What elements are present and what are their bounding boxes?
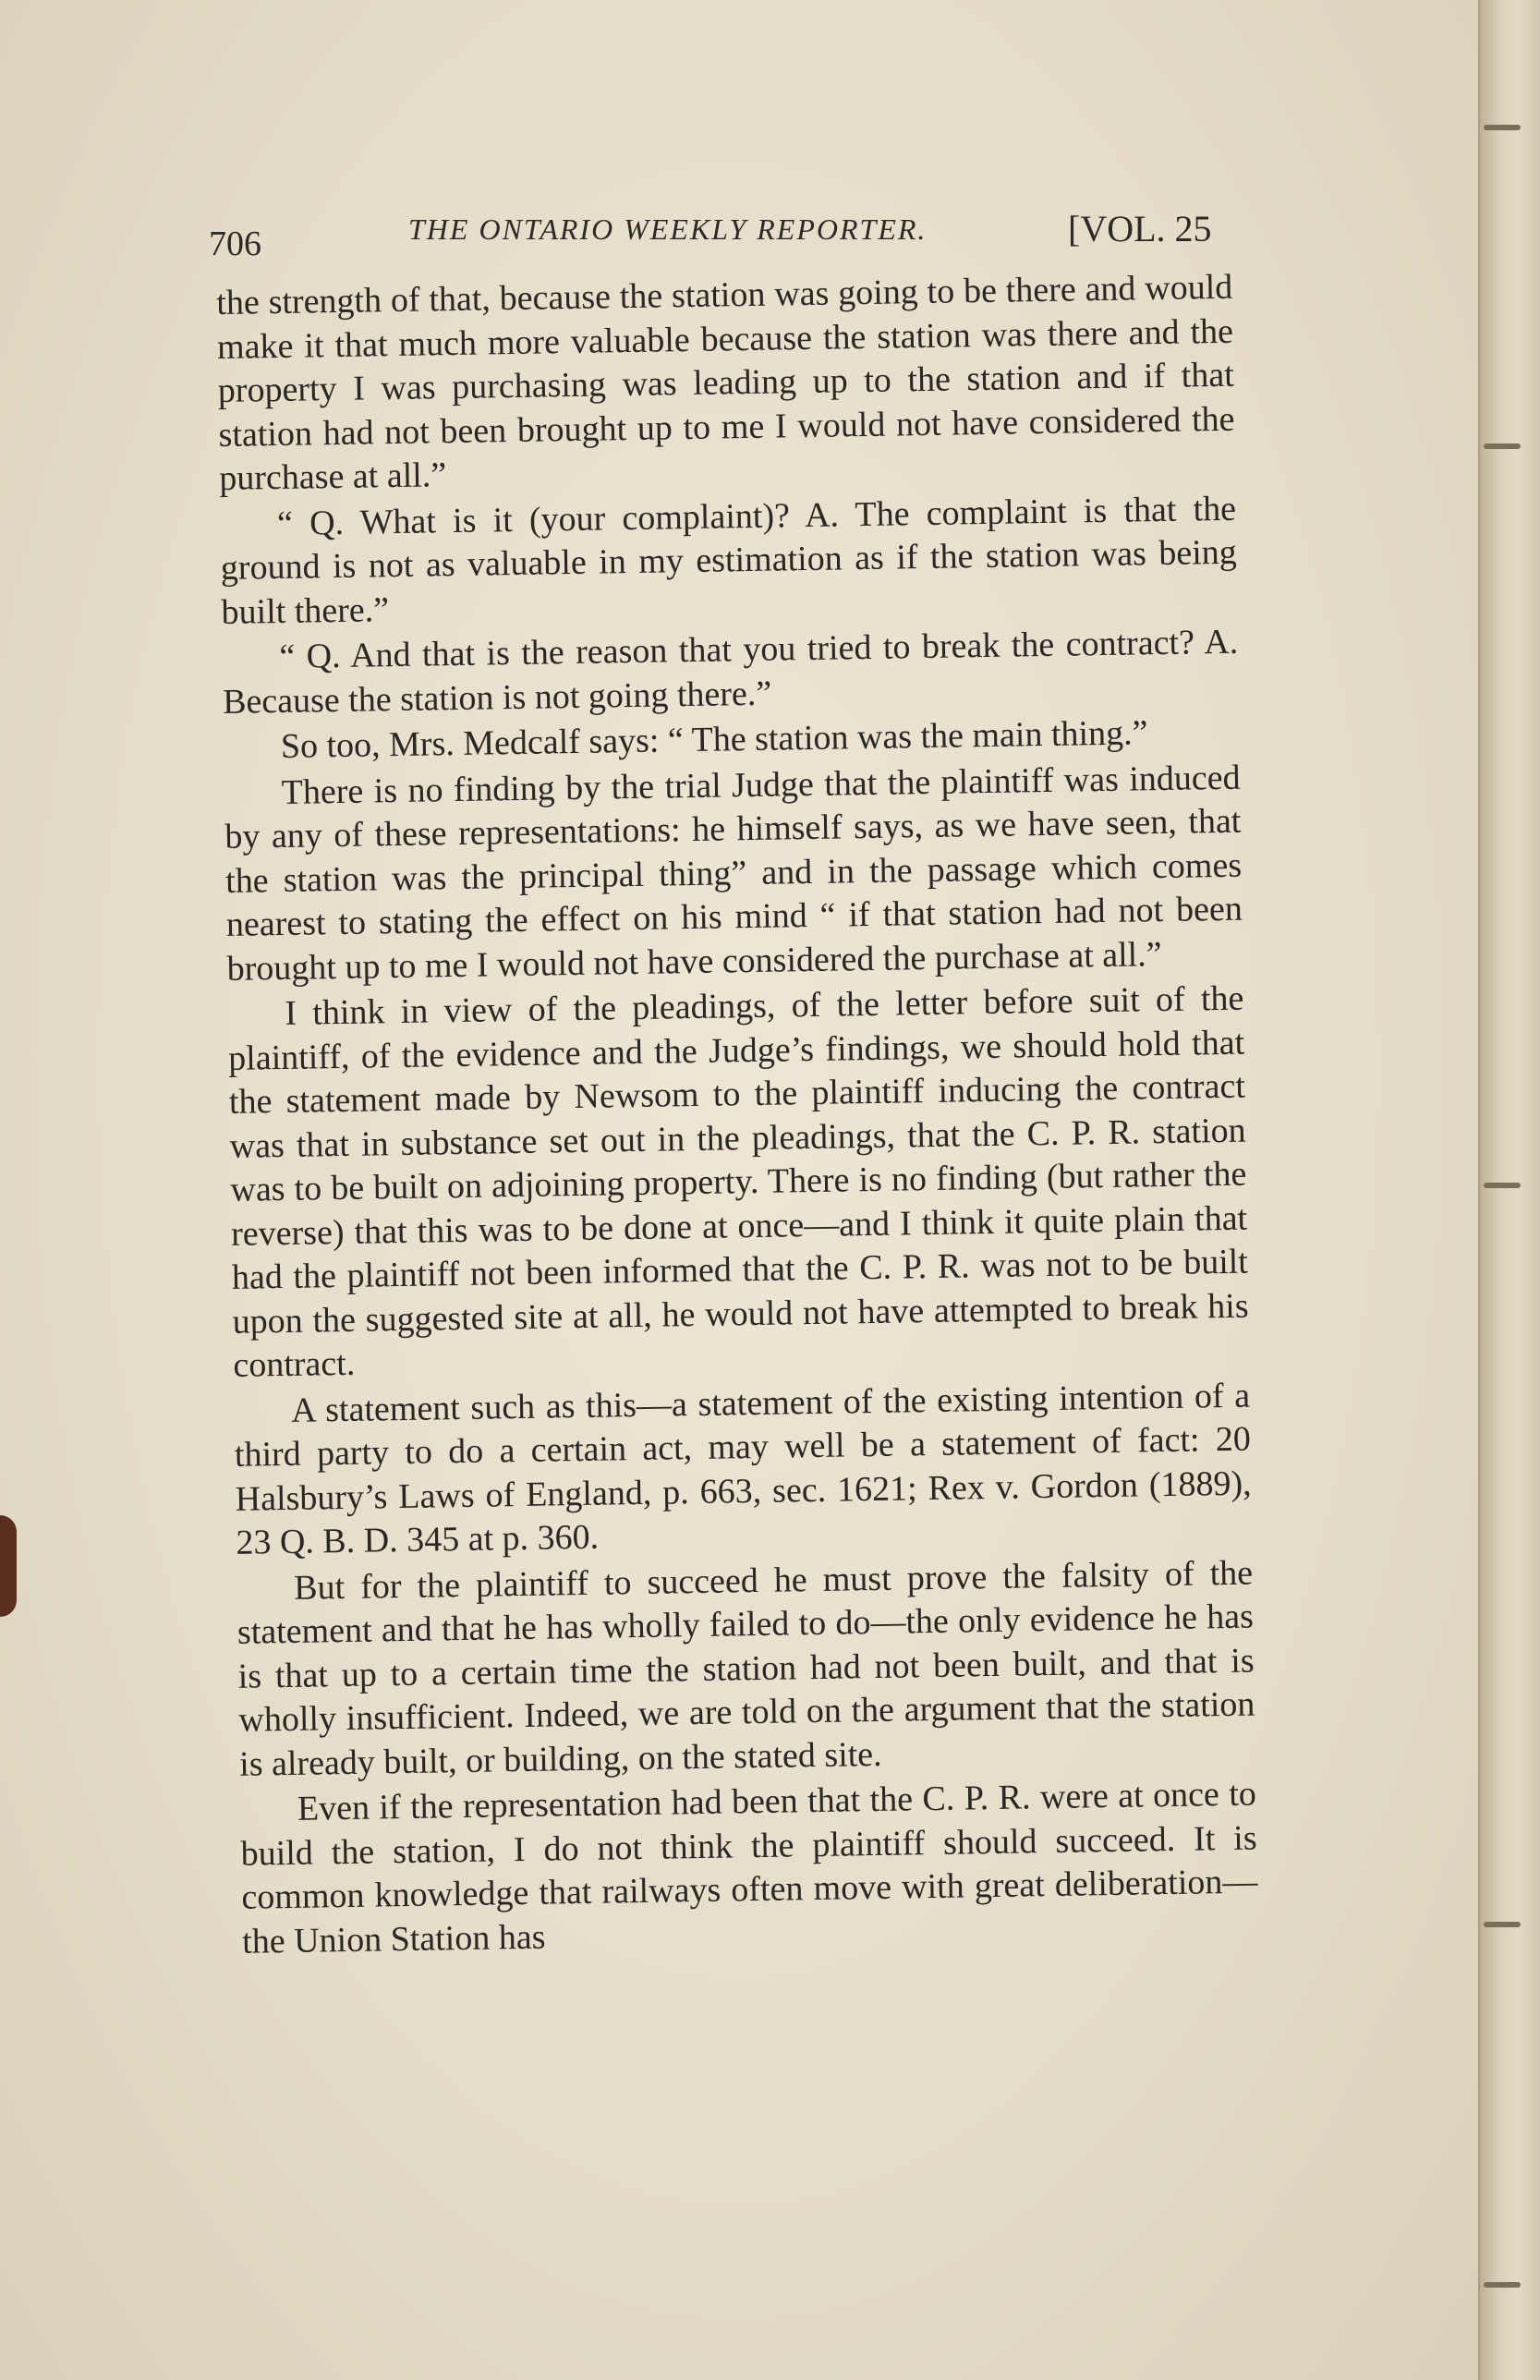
paragraph: There is no finding by the trial Judge that the plaintiff was induced by any of these representations: he himself says, as we have seen, that the station was the principal thing” and in the passage which comes nearest to stating the effect on his mind “ if that station had not been brought up to me I would not have considered the purchase at all.” — [224, 758, 1243, 989]
paragraph: Even if the representation had been that the C. P. R. were at once to build the station, I do not think the plaintiff should succeed. It is common knowledge that railways often move with great deliberation—the Union Station has — [240, 1774, 1258, 1961]
edge-mark — [1484, 443, 1521, 449]
page-edge — [1478, 0, 1540, 2380]
volume-label: [VOL. 25 — [1068, 208, 1212, 249]
edge-mark — [1484, 1183, 1521, 1188]
paragraph: “ Q. And that is the reason that you tried to break the contract? A. Because the station is not going there.” — [222, 622, 1239, 722]
paragraph: A statement such as this—a statement of the existing intention of a third party to do a certain act, may well be a statement of fact: 20 Halsbury’s Laws of England, p. 663, sec. 1621; Rex v. Gordon (1889), 23 Q. B. D. 345 at p. 360. — [234, 1376, 1252, 1562]
paragraph: But for the plaintiff to succeed he must prove the falsity of the statement and that he has wholly failed to do—the only evidence he has is that up to a certain time the station had not been built, and that is wholly insufficient. Indeed, we are told on the argument that the station is already built, or building, on the stated site. — [236, 1553, 1255, 1784]
body-text — [216, 266, 1258, 1966]
edge-mark — [1484, 1922, 1521, 1927]
running-header — [209, 205, 1225, 261]
journal-title: THE ONTARIO WEEKLY REPORTER. — [408, 212, 928, 246]
edge-mark — [1484, 125, 1521, 130]
paragraph: “ Q. What is it (your complaint)? A. The complaint is that the ground is not as valuable in my estimation as if the station was being built there.” — [220, 489, 1238, 632]
paragraph: I think in view of the pleadings, of the letter before suit of the plaintiff, of the evidence and the Judge’s findings, we should hold that the statement made by Newsom to the plaintiff inducing the contract was that in substance set out in the pleadings, that the C. P. R. station was to be built on adjoining property. There is no finding (but rather the reverse) that this was to be done at once—and I think it quite plain that had the plaintiff not been informed that the C. P. R. was not to be built upon the suggested site at all, he would not have attempted to break his contract. — [227, 978, 1249, 1385]
binding-stain — [0, 1515, 17, 1617]
paragraph: So too, Mrs. Medcalf says: “ The station was the main thing.” — [280, 713, 1148, 766]
page-number: 706 — [209, 225, 261, 263]
paragraph: the strength of that, because the station was going to be there and would make it that much more valuable because the station was there and the property I was purchasing was leading up to the station and if that station had not been brought up to me I would not have considered the purchase at all.” — [216, 267, 1235, 498]
edge-mark — [1484, 2282, 1521, 2288]
